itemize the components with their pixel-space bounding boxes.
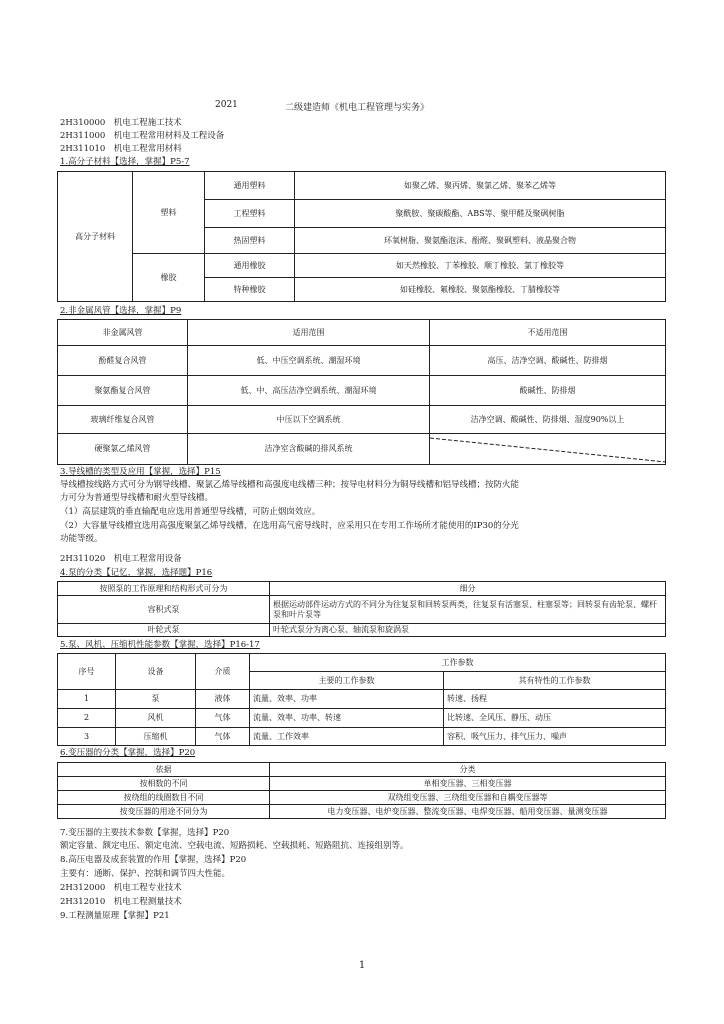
polymer-root-cell: 高分子材料 — [58, 172, 133, 302]
duct-header-cell: 适用范围 — [188, 320, 430, 346]
duct-header-cell: 不适用范围 — [430, 320, 666, 346]
params-cell: 压缩机 — [116, 728, 196, 746]
params-cell: 比转速、全风压、静压、动压 — [444, 709, 666, 728]
section-9-heading: 9.工程测量原理【掌握】P21 — [60, 911, 170, 921]
polymer-materials-table — [57, 171, 666, 302]
polymer-type-cell: 特种橡胶 — [205, 278, 295, 302]
page-number: 1 — [358, 960, 366, 971]
pump-header-cell: 按照泵的工作原理和结构形式可分为 — [58, 582, 270, 596]
section-6-heading: 6.变压器的分类【掌握，选择】P20 — [60, 748, 196, 758]
params-cell: 流量、效率、功率、转速 — [250, 709, 444, 728]
transformer-class-cell: 单相变压器、三相变压器 — [270, 777, 666, 791]
pump-classification-table — [57, 581, 666, 637]
rubber-group-cell: 橡胶 — [133, 254, 205, 302]
duct-cell: 低、中压空调系统、潮湿环境 — [188, 346, 430, 376]
transformer-basis-cell: 按相数的不同 — [58, 777, 270, 791]
params-cell: 转速、扬程 — [444, 690, 666, 709]
params-cell: 气体 — [196, 709, 250, 728]
transformer-class-cell: 电力变压器、电炉变压器、整流变压器、电焊变压器、船用变压器、量测变压器 — [270, 805, 666, 819]
params-cell: 风机 — [116, 709, 196, 728]
title-name: 二级建造师《机电工程管理与实务》 — [285, 103, 430, 113]
params-cell: 泵 — [116, 690, 196, 709]
section-8-heading: 8.高压电器及成套装置的作用【掌握，选择】P20 — [60, 855, 247, 865]
heading-2h310000: 2H310000 机电工程施工技术 — [60, 118, 182, 128]
params-header-cell: 其有特性的工作参数 — [444, 672, 666, 690]
polymer-example-cell: 如天然橡胶、丁苯橡胶、顺丁橡胶、氯丁橡胶等 — [295, 254, 666, 278]
polymer-example-cell: 环氧树脂、聚氨酯泡沫、酚醛、聚砜塑料、液晶聚合物 — [295, 228, 666, 254]
pump-detail-cell: 根据运动部件运动方式的不同分为往复泵和回转泵两类，往复泵有活塞泵、柱塞泵等；回转泵有齿轮泵、螺杆泵和叶片泵等 — [270, 596, 666, 624]
polymer-type-cell: 热固塑料 — [205, 228, 295, 254]
heading-2h312000: 2H312000 机电工程专业技术 — [60, 883, 182, 893]
params-cell: 2 — [58, 709, 116, 728]
section-4-heading: 4.泵的分类【记忆，掌握，选择题】P16 — [60, 568, 213, 578]
transformer-header-cell: 依据 — [58, 763, 270, 777]
params-header-cell: 序号 — [58, 654, 116, 690]
params-header-cell: 介质 — [196, 654, 250, 690]
params-header-cell: 主要的工作参数 — [250, 672, 444, 690]
duct-cell: 玻璃纤维复合风管 — [58, 406, 188, 434]
params-cell: 流量、效率、功率 — [250, 690, 444, 709]
duct-cell: 酸碱性、防排烟 — [430, 376, 666, 406]
pump-type-cell: 容积式泵 — [58, 596, 270, 624]
transformer-basis-cell: 按变压器的用途不同分为 — [58, 805, 270, 819]
duct-empty-cell — [430, 434, 666, 465]
duct-cell: 酚醛复合风管 — [58, 346, 188, 376]
params-header-cell: 设备 — [116, 654, 196, 690]
duct-cell: 高压、洁净空调、酸碱性、防排烟 — [430, 346, 666, 376]
transformer-classification-table — [57, 762, 666, 819]
non-metal-duct-table — [57, 319, 666, 465]
duct-cell: 中压以下空调系统 — [188, 406, 430, 434]
params-cell: 1 — [58, 690, 116, 709]
diagonal-slash — [430, 434, 666, 464]
params-cell: 流量、工作效率 — [250, 728, 444, 746]
transformer-basis-cell: 按绕组的线圈数目不同 — [58, 791, 270, 805]
duct-header-cell: 非金属风管 — [58, 320, 188, 346]
section-7-para: 额定容量、额定电压、额定电流、空载电流、短路损耗、空载损耗、短路阻抗、连接组别等。 — [60, 841, 409, 851]
pump-type-cell: 叶轮式泵 — [58, 624, 270, 637]
duct-cell: 洁净室含酸碱的排风系统 — [188, 434, 430, 465]
pump-detail-cell: 叶轮式泵分为离心泵、轴流泵和旋涡泵 — [270, 624, 666, 637]
heading-2h311000: 2H311000 机电工程常用材料及工程设备 — [60, 131, 225, 141]
duct-cell: 低、中、高压洁净空调系统、潮湿环境 — [188, 376, 430, 406]
section-1-heading: 1.高分子材料【选择，掌握】P5-7 — [60, 157, 190, 167]
transformer-class-cell: 双绕组变压器、三绕组变压器和自耦变压器等 — [270, 791, 666, 805]
params-cell: 液体 — [196, 690, 250, 709]
title-year: 2021 — [215, 100, 238, 110]
duct-cell: 硬聚氯乙烯风管 — [58, 434, 188, 465]
params-cell: 容积、吸气压力、排气压力、噪声 — [444, 728, 666, 746]
polymer-type-cell: 通用橡胶 — [205, 254, 295, 278]
params-cell: 气体 — [196, 728, 250, 746]
section-3-heading: 3.导线槽的类型及应用【掌握，选择】P15 — [60, 467, 221, 477]
polymer-example-cell: 聚酰胺、聚碳酸酯、ABS等、聚甲醛及聚砜树脂 — [295, 200, 666, 228]
duct-cell: 洁净空调、酸碱性、防排烟、湿度90%以上 — [430, 406, 666, 434]
polymer-example-cell: 如硅橡胶、氟橡胶、聚氨酯橡胶、丁腈橡胶等 — [295, 278, 666, 302]
section-7-heading: 7.变压器的主要技术参数【掌握，选择】P20 — [60, 828, 230, 838]
performance-parameters-table — [57, 653, 666, 746]
polymer-example-cell: 如聚乙烯、聚丙烯、聚氯乙烯、聚苯乙烯等 — [295, 172, 666, 200]
pump-header-cell: 细分 — [270, 582, 666, 596]
polymer-type-cell: 通用塑料 — [205, 172, 295, 200]
section-3-para: （2）大容量导线槽宜选用高强度聚氯乙烯导线槽，在选用高气密导线时，应采用只在专用工作场所才能使用的IP30的分光 — [60, 521, 519, 531]
section-3-para: 功能等级。 — [60, 534, 103, 544]
duct-cell: 聚氨酯复合风管 — [58, 376, 188, 406]
section-3-para: 导线槽按线路方式可分为钢导线槽、聚氯乙烯导线槽和高强度电线槽三种；按导电材料分为铜导线槽和铝导线槽；按防火能 — [60, 480, 520, 490]
heading-2h311010: 2H311010 机电工程常用材料 — [60, 144, 182, 154]
section-2-heading: 2.非金属风管【选择，掌握】P9 — [60, 306, 182, 316]
plastics-group-cell: 塑料 — [133, 172, 205, 254]
params-header-cell: 工作参数 — [250, 654, 666, 672]
polymer-type-cell: 工程塑料 — [205, 200, 295, 228]
section-3-para: （1）高层建筑的垂直输配电应选用普通型导线槽，可防止烟囱效应。 — [60, 507, 321, 517]
transformer-header-cell: 分类 — [270, 763, 666, 777]
params-cell: 3 — [58, 728, 116, 746]
section-5-heading: 5.泵、风机、压缩机性能参数【掌握，选择】P16-17 — [60, 640, 260, 650]
heading-2h312010: 2H312010 机电工程测量技术 — [60, 897, 182, 907]
heading-2h311020: 2H311020 机电工程常用设备 — [60, 554, 182, 564]
section-8-para: 主要有：通断、保护、控制和调节四大性能。 — [60, 869, 231, 879]
section-3-para: 力可分为普通型导线槽和耐火型导线槽。 — [60, 493, 214, 503]
